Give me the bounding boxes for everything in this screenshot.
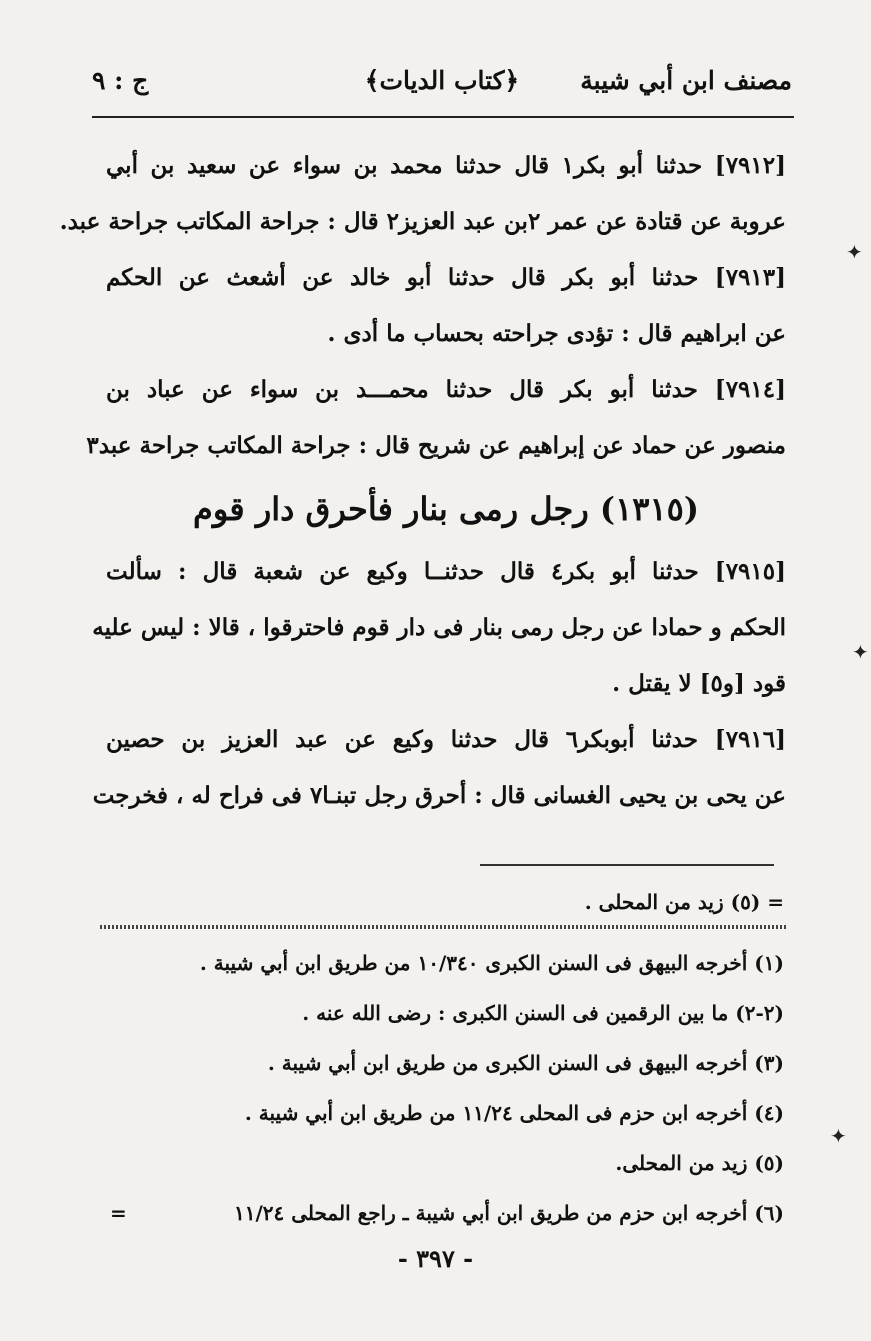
text-line: الحكم و حمادا عن رجل رمى بنار فى دار قوم فاحترقوا ، قالا : ليس عليه (92, 614, 786, 641)
footnote: (١) أخرجه البيهق فى السنن الكبرى ١٠/٣٤٠ من طريق ابن أبي شيبة . (199, 951, 784, 975)
volume-number: ج : ٩ (92, 66, 149, 95)
text-line: قود [و٥] لا يقتل . (612, 670, 786, 697)
text-line: عن يحى بن يحيى الغسانى قال : أحرق رجل تبنـا٧ فى فراح له ، فخرجت (92, 782, 786, 809)
footnote-continuation: = (٥) زيد من المحلى . (584, 890, 784, 914)
text-line: [٧٩١٥] حدثنا أبو بكر٤ قال حدثنــا وكيع عن شعبة قال : سألت (106, 558, 787, 585)
binding-mark-icon: ✦ (846, 240, 863, 264)
chapter-heading: (١٣١٥) رجل رمى بنار فأحرق دار قوم (193, 490, 699, 528)
footnote: (٣) أخرجه البيهق فى السنن الكبرى من طريق ابن أبي شيبة . (267, 1051, 784, 1075)
text-line: عن ابراهيم قال : تؤدى جراحته بحساب ما أدى . (327, 320, 786, 347)
binding-mark-icon: ✦ (830, 1124, 847, 1148)
header-rule (92, 116, 794, 118)
text-line: [٧٩١٣] حدثنا أبو بكر قال حدثنا أبو خالد عن أشعث عن الحكم (106, 264, 786, 291)
footnote-separator (480, 864, 774, 866)
binding-mark-icon: ✦ (852, 640, 869, 664)
footnote: (٦) أخرجه ابن حزم من طريق ابن أبي شيبة ـ راجع المحلى ١١/٢٤ (233, 1201, 784, 1225)
footnote-wavy-divider (100, 925, 786, 929)
text-line: عروبة عن قتادة عن عمر ٢بن عبد العزيز٢ قال : جراحة المكاتب جراحة عبد. (59, 208, 786, 235)
footnote: (٥) زيد من المحلى. (615, 1151, 784, 1175)
text-line: [٧٩١٤] حدثنا أبو بكر قال حدثنا محمـــد بن سواء عن عباد بن (106, 376, 786, 403)
text-line: منصور عن حماد عن إبراهيم عن شريح قال : جراحة المكاتب جراحة عبد٣ (86, 432, 786, 459)
main-text (59, 138, 787, 824)
footnote: (٢-٢) ما بين الرقمين فى السنن الكبرى : رضى الله عنه . (302, 1001, 784, 1025)
text-line: [٧٩١٢] حدثنا أبو بكر١ قال حدثنا محمد بن سواء عن سعيد بن أبي (106, 152, 786, 179)
text-line: [٧٩١٦] حدثنا أبوبكر٦ قال حدثنا وكيع عن عبد العزيز بن حصين (106, 726, 786, 753)
book-title: مصنف ابن أبي شيبة (580, 66, 792, 95)
section-title: ﴿كتاب الديات﴾ (364, 66, 520, 95)
continuation-mark: = (110, 1201, 127, 1225)
footnotes (110, 938, 784, 1238)
page-number: - ٣٩٧ - (397, 1244, 474, 1273)
footnote-row (110, 1188, 784, 1238)
footnote: (٤) أخرجه ابن حزم فى المحلى ١١/٢٤ من طريق ابن أبي شيبة . (244, 1101, 784, 1125)
running-header (92, 62, 792, 106)
